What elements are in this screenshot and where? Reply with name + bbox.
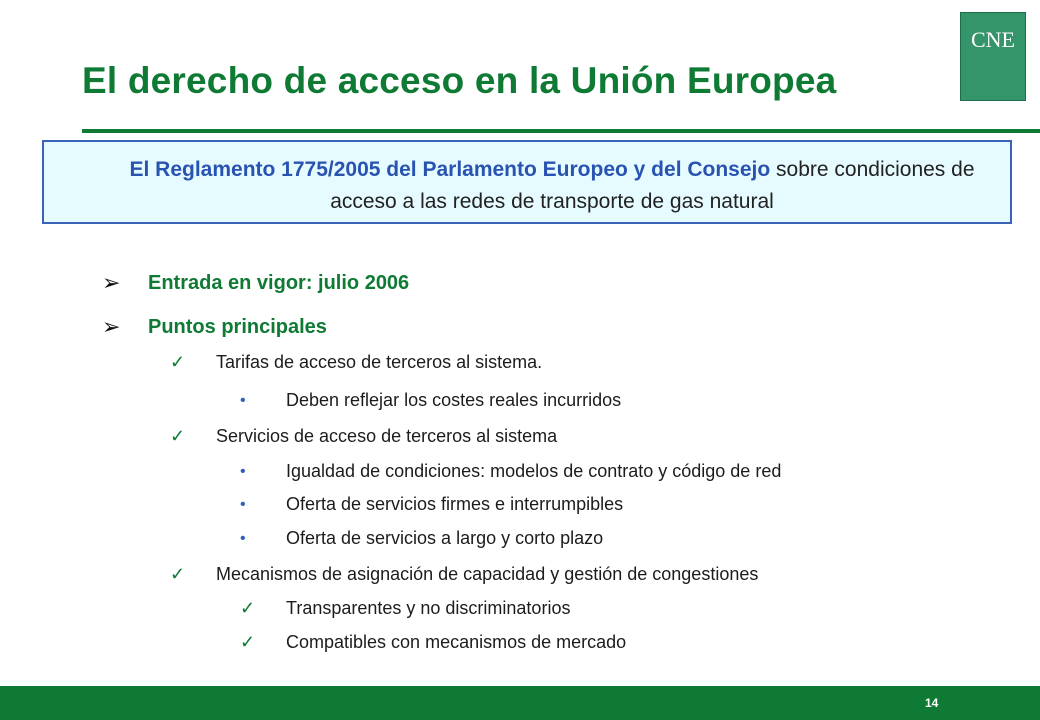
item-text: Mecanismos de asignación de capacidad y gestión de congestiones bbox=[216, 564, 759, 584]
regulation-callout bbox=[42, 140, 1012, 224]
item-text: Tarifas de acceso de terceros al sistema. bbox=[216, 352, 543, 372]
sub-bullet-plazo bbox=[240, 528, 603, 549]
dot-bullet-icon: • bbox=[240, 391, 246, 409]
arrow-bullet-icon: ➢ bbox=[102, 314, 121, 339]
footer-bar bbox=[0, 686, 1040, 720]
sub-bullet-text: Igualdad de condiciones: modelos de contrato y código de red bbox=[286, 461, 782, 481]
sub-check-text: Compatibles con mecanismos de mercado bbox=[286, 632, 627, 652]
sub-bullet-firmes bbox=[240, 494, 623, 515]
cne-logo bbox=[960, 12, 1026, 101]
bullet-puntos-principales bbox=[102, 314, 327, 340]
check-icon: ✓ bbox=[170, 564, 186, 584]
check-item-servicios bbox=[170, 426, 557, 447]
check-icon: ✓ bbox=[240, 632, 256, 652]
check-item-tarifas bbox=[170, 352, 542, 373]
bullet-text: Entrada en vigor: julio 2006 bbox=[148, 271, 410, 294]
bullet-entrada-en-vigor bbox=[102, 270, 409, 296]
bullet-text: Puntos principales bbox=[148, 315, 327, 338]
check-item-mecanismos bbox=[170, 564, 758, 585]
sub-bullet-text: Deben reflejar los costes reales incurridos bbox=[286, 390, 622, 410]
check-icon: ✓ bbox=[170, 352, 186, 372]
dot-bullet-icon: • bbox=[240, 495, 246, 513]
sub-bullet-igualdad bbox=[240, 461, 781, 482]
title-divider bbox=[82, 129, 1040, 133]
sub-bullet-text: Oferta de servicios a largo y corto plazo bbox=[286, 528, 604, 548]
sub-bullet-costes bbox=[240, 390, 621, 411]
sub-check-transparentes bbox=[240, 598, 570, 619]
arrow-bullet-icon: ➢ bbox=[102, 270, 121, 295]
item-text: Servicios de acceso de terceros al sistema bbox=[216, 426, 558, 446]
logo-text: CNE bbox=[971, 27, 1015, 52]
sub-bullet-text: Oferta de servicios firmes e interrumpibles bbox=[286, 494, 624, 514]
check-icon: ✓ bbox=[240, 598, 256, 618]
regulation-name: El Reglamento 1775/2005 del Parlamento Europeo y del Consejo bbox=[129, 158, 771, 181]
page-number: 14 bbox=[925, 696, 939, 710]
regulation-description: sobre condiciones de acceso a las redes de transporte de gas natural bbox=[330, 158, 975, 213]
sub-check-compatibles bbox=[240, 632, 626, 653]
check-icon: ✓ bbox=[170, 426, 186, 446]
sub-check-text: Transparentes y no discriminatorios bbox=[286, 598, 571, 618]
dot-bullet-icon: • bbox=[240, 462, 246, 480]
slide-title: El derecho de acceso en la Unión Europea bbox=[82, 60, 837, 101]
dot-bullet-icon: • bbox=[240, 529, 246, 547]
